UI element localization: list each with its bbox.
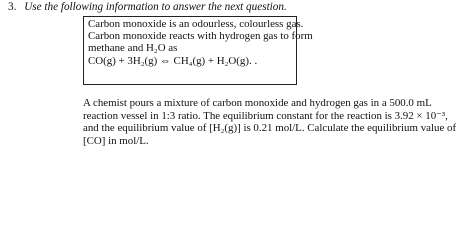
paragraph-line: [CO] in mol/L. — [83, 134, 149, 147]
info-line: Carbon monoxide reacts with hydrogen gas to form — [88, 30, 313, 43]
information-box — [83, 16, 313, 85]
paragraph-line: A chemist pours a mixture of carbon monoxide and hydrogen gas in a 500.0 mL — [83, 97, 432, 109]
paragraph-line: and the equilibrium value of [H₂(g)] is 0.21 mol/L. Calculate the equilibrium value of — [83, 122, 456, 135]
question-paragraph — [83, 97, 456, 147]
question-instruction: Use the following information to answer the next question. — [24, 1, 287, 13]
reaction-equation: CO(g) + 3H₂(g) ⇔ CH₄(g) + H₂O(g). . — [88, 54, 258, 67]
question-number: 3. — [8, 1, 17, 13]
paragraph-line: reaction vessel in 1:3 ratio. The equilibrium constant for the reaction is 3.92 × 10⁻³, — [83, 109, 448, 122]
question-header — [8, 1, 348, 13]
info-line: methane and H₂O as — [88, 42, 178, 55]
info-line: Carbon monoxide is an odourless, colourless gas. — [88, 18, 304, 30]
